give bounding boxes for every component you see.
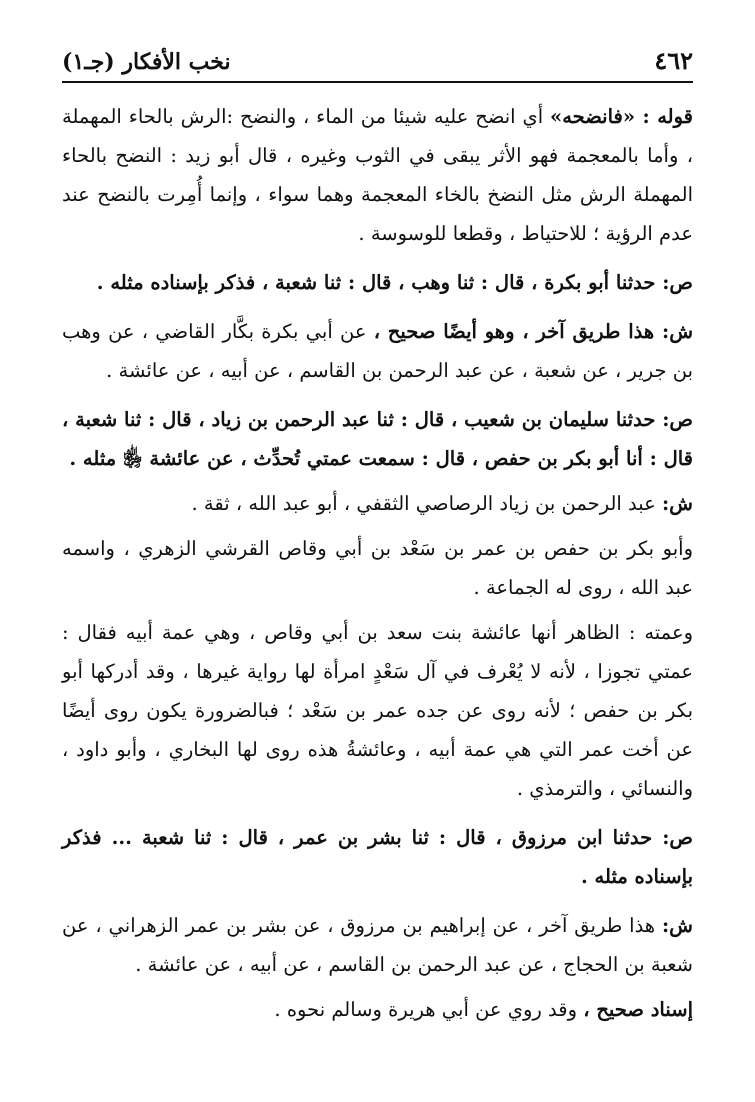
paragraph-2 — [62, 263, 693, 302]
paragraph-text: وأبو بكر بن حفص بن عمر بن سَعْد بن أبي وقاص القرشي الزهري ، واسمه عبد الله ، روى له الجماعة . — [62, 537, 693, 599]
paragraph-text: أي انضح عليه شيئا من الماء ، والنضح :الرش بالحاء المهملة ، وأما بالمعجمة فهو الأثر يبقى في الثوب وغيره ، قال أبو زيد : النضح بالحاء المهملة الرش مثل النضخ بالخاء المعجمة وهما سواء ، وإنما أُمِرت بالنضح عند عدم الرؤية ؛ للاحتياط ، وقطعا للوسوسة . — [62, 105, 693, 245]
paragraph-4 — [62, 400, 693, 478]
paragraph-lead: ش: هذا طريق آخر ، وهو أيضًا صحيح ، — [373, 320, 693, 343]
page-number: ٤٦٢ — [654, 46, 693, 75]
paragraph-lead: ش: — [661, 492, 693, 515]
paragraph-8 — [62, 818, 693, 896]
paragraph-lead: قوله : «فانضحه» — [550, 105, 693, 128]
page-header — [62, 46, 693, 83]
paragraph-10 — [62, 990, 693, 1029]
paragraph-text: هذا طريق آخر ، عن إبراهيم بن مرزوق ، عن بشر بن عمر الزهراني ، عن شعبة بن الحجاج ، عن عبد الرحمن بن القاسم ، عن أبيه ، عن عائشة . — [62, 914, 693, 976]
paragraph-lead: ص: حدثنا سليمان بن شعيب ، قال : ثنا عبد الرحمن بن زياد ، قال : ثنا شعبة ، قال : أنا أبو بكر بن حفص ، قال : سمعت عمتي تُحدِّث ، عن عائشة ﵂ مثله . — [62, 408, 693, 470]
paragraph-text: عن أبي بكرة بكَّار القاضي ، عن وهب بن جرير ، عن شعبة ، عن عبد الرحمن بن القاسم ، عن أبيه ، عن عائشة . — [62, 320, 693, 382]
paragraph-5 — [62, 484, 693, 523]
paragraph-lead: ص: حدثنا ابن مرزوق ، قال : ثنا بشر بن عمر ، قال : ثنا شعبة ... فذكر بإسناده مثله . — [62, 826, 693, 888]
paragraph-lead: ش: — [661, 914, 693, 937]
paragraph-3 — [62, 312, 693, 390]
paragraph-1 — [62, 97, 693, 253]
paragraph-text: وقد روي عن أبي هريرة وسالم نحوه . — [274, 998, 584, 1021]
paragraph-text: وعمته : الظاهر أنها عائشة بنت سعد بن أبي وقاص ، وهي عمة أبيه فقال : عمتي تجوزا ، لأنه لا يُعْرف في آل سَعْدٍ امرأة لها رواية غيرها ، وقد أدركها أبو بكر بن حفص ؛ لأنه روى عن جده عمر بن سَعْد ؛ فبالضرورة يكون روى أيضًا عن أخت عمر التي هي عمة أبيه ، وعائشةُ هذه روى لها البخاري ، وأبو داود ، والنسائي ، والترمذي . — [62, 621, 693, 800]
paragraph-lead: إسناد صحيح ، — [583, 998, 693, 1021]
paragraph-lead: ص: حدثنا أبو بكرة ، قال : ثنا وهب ، قال : ثنا شعبة ، فذكر بإسناده مثله . — [96, 271, 693, 294]
paragraph-9 — [62, 906, 693, 984]
book-title: نخب الأفكار (جـ١) — [62, 49, 231, 75]
paragraph-6 — [62, 529, 693, 607]
paragraph-7 — [62, 613, 693, 808]
paragraph-text: عبد الرحمن بن زياد الرصاصي الثقفي ، أبو عبد الله ، ثقة . — [191, 492, 662, 515]
